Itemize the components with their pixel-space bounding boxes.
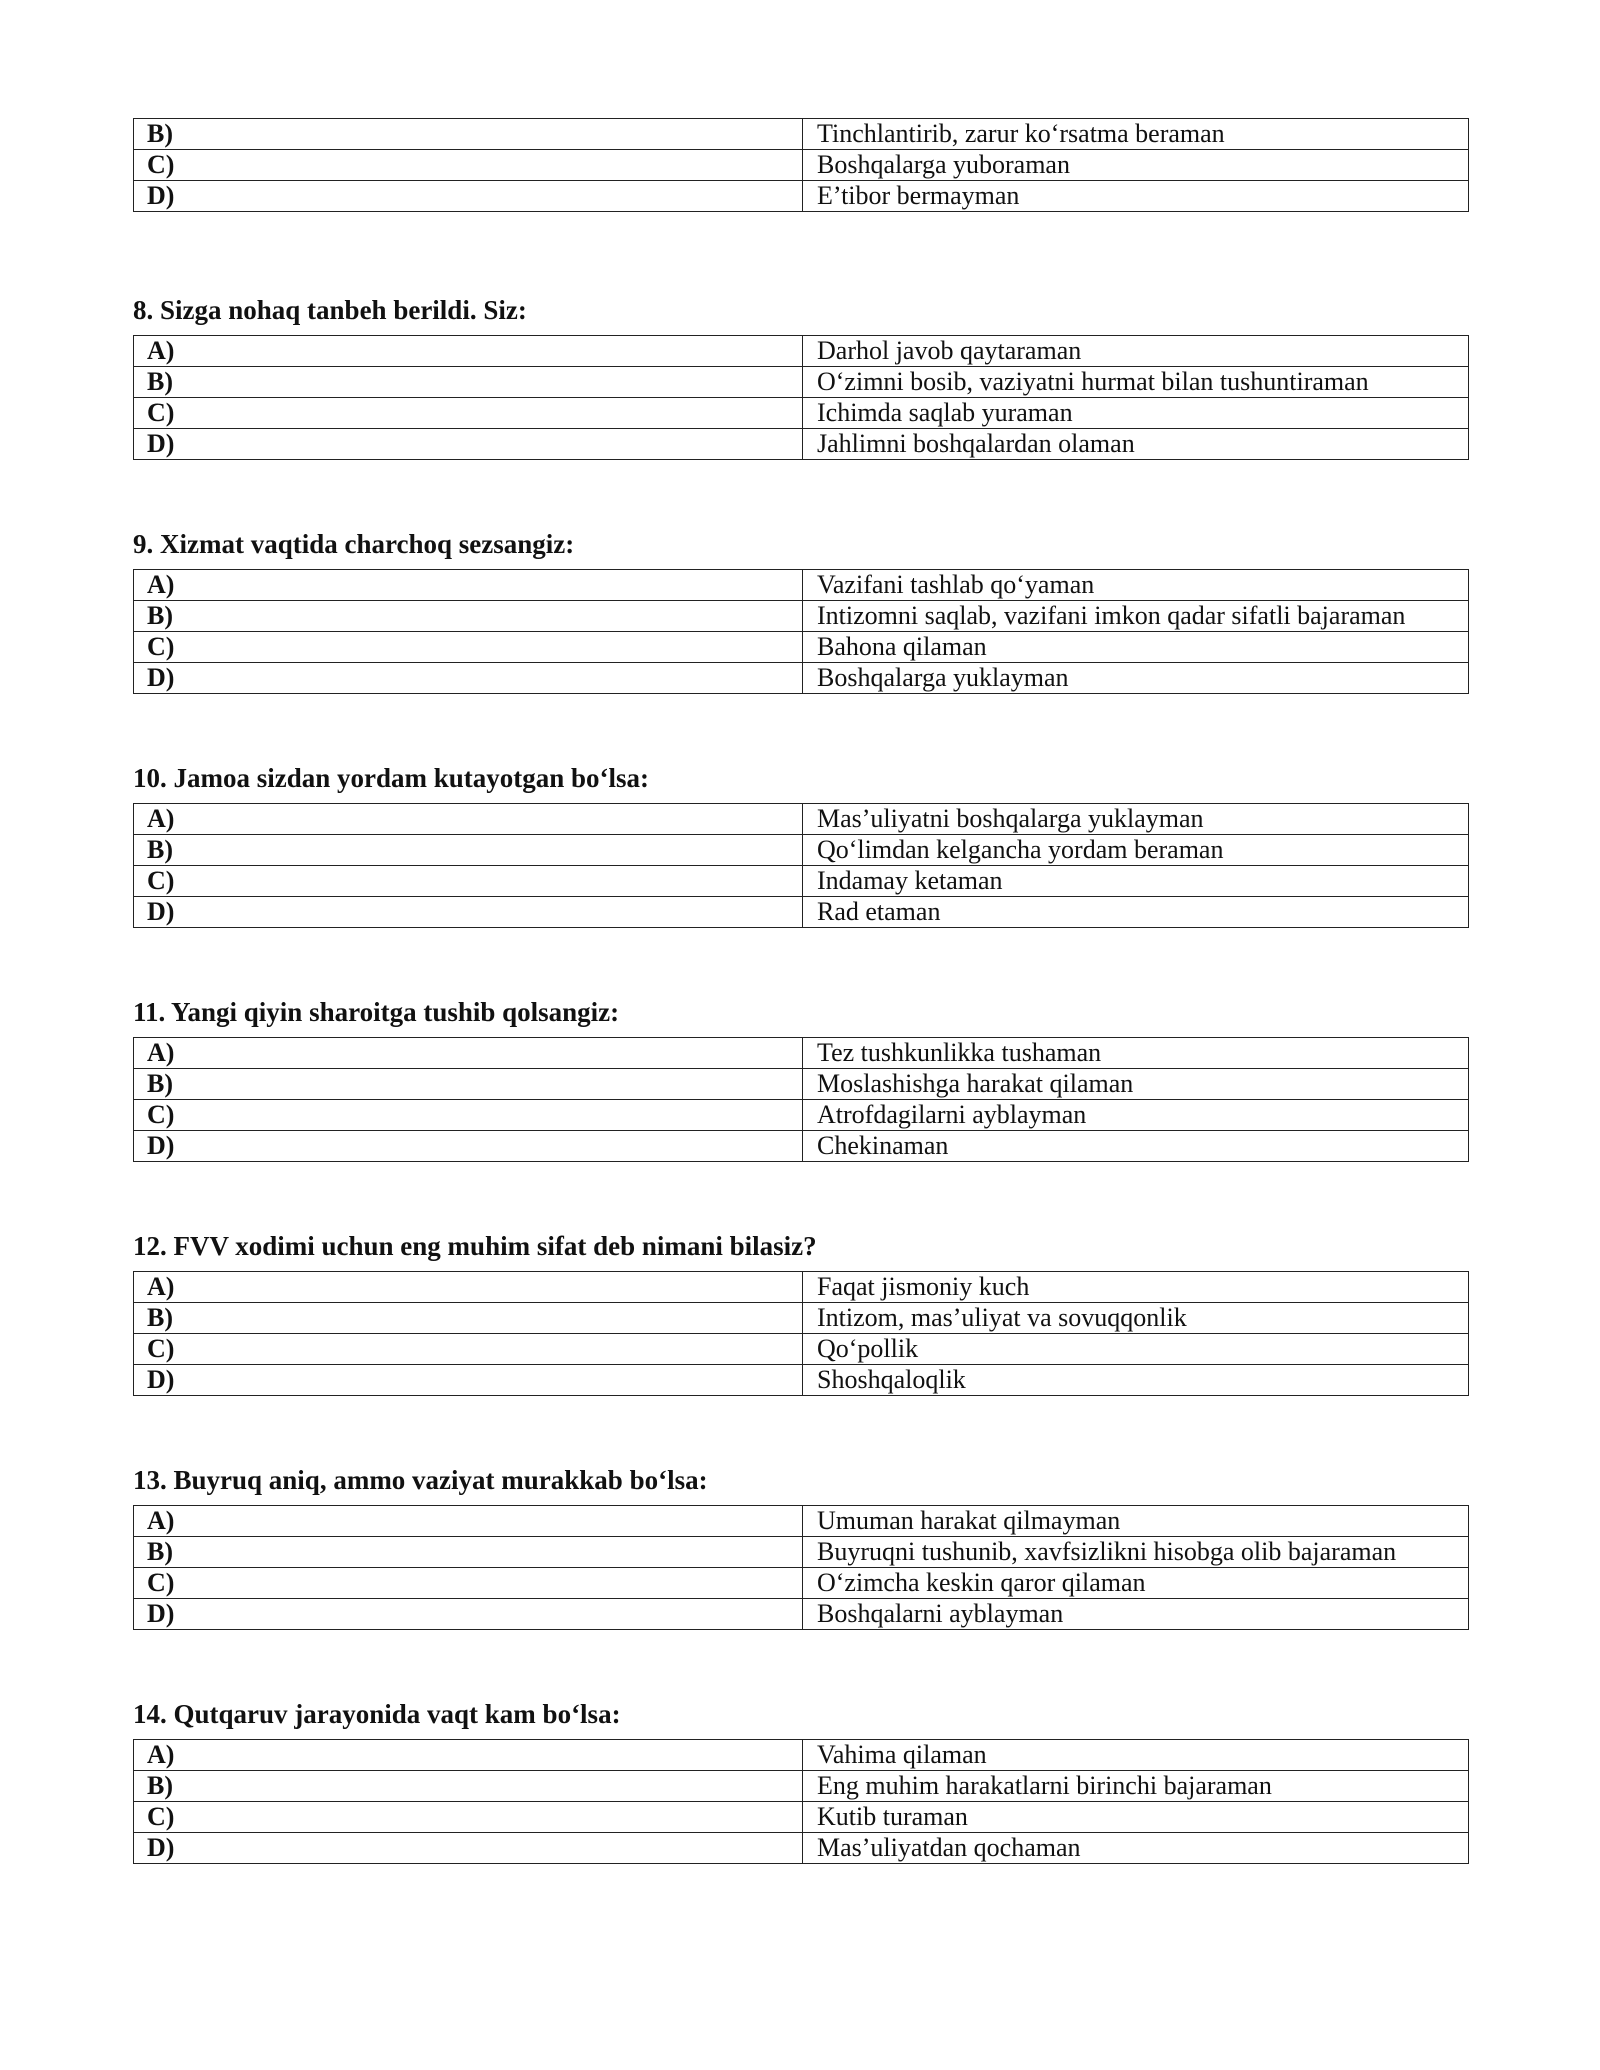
option-letter: B) bbox=[134, 1303, 803, 1334]
option-letter: C) bbox=[134, 632, 803, 663]
option-text: Indamay ketaman bbox=[803, 866, 1469, 897]
question-title: 10. Jamoa sizdan yordam kutayotgan bo‘lsa: bbox=[133, 763, 650, 793]
option-row bbox=[134, 632, 1469, 663]
option-row bbox=[134, 835, 1469, 866]
option-letter: C) bbox=[134, 1568, 803, 1599]
option-text: Faqat jismoniy kuch bbox=[803, 1272, 1469, 1303]
options-table bbox=[133, 118, 1469, 212]
option-row bbox=[134, 1334, 1469, 1365]
option-text: Shoshqaloqlik bbox=[803, 1365, 1469, 1396]
option-row bbox=[134, 866, 1469, 897]
option-row bbox=[134, 663, 1469, 694]
option-text: Darhol javob qaytaraman bbox=[803, 336, 1469, 367]
option-row bbox=[134, 429, 1469, 460]
option-row bbox=[134, 601, 1469, 632]
option-row bbox=[134, 1740, 1469, 1771]
option-text: Boshqalarni ayblayman bbox=[803, 1599, 1469, 1630]
question-title: 13. Buyruq aniq, ammo vaziyat murakkab bo‘lsa: bbox=[133, 1465, 708, 1495]
question-13 bbox=[133, 1464, 1469, 1630]
question-title: 8. Sizga nohaq tanbeh berildi. Siz: bbox=[133, 295, 527, 325]
question-title: 12. FVV xodimi uchun eng muhim sifat deb nimani bilasiz? bbox=[133, 1231, 817, 1261]
option-letter: A) bbox=[134, 570, 803, 601]
option-letter: A) bbox=[134, 336, 803, 367]
option-text: O‘zimni bosib, vaziyatni hurmat bilan tushuntiraman bbox=[803, 367, 1469, 398]
option-text: Mas’uliyatdan qochaman bbox=[803, 1833, 1469, 1864]
option-letter: B) bbox=[134, 367, 803, 398]
option-row bbox=[134, 398, 1469, 429]
option-row bbox=[134, 150, 1469, 181]
option-row bbox=[134, 1038, 1469, 1069]
option-text: E’tibor bermayman bbox=[803, 181, 1469, 212]
option-letter: C) bbox=[134, 1334, 803, 1365]
option-letter: C) bbox=[134, 150, 803, 181]
option-text: Intizom, mas’uliyat va sovuqqonlik bbox=[803, 1303, 1469, 1334]
option-letter: D) bbox=[134, 1833, 803, 1864]
question-title: 14. Qutqaruv jarayonida vaqt kam bo‘lsa: bbox=[133, 1699, 621, 1729]
option-text: Boshqalarga yuklayman bbox=[803, 663, 1469, 694]
option-letter: C) bbox=[134, 1802, 803, 1833]
option-row bbox=[134, 1365, 1469, 1396]
option-letter: A) bbox=[134, 1740, 803, 1771]
option-text: Buyruqni tushunib, xavfsizlikni hisobga olib bajaraman bbox=[803, 1537, 1469, 1568]
question-7-continuation bbox=[133, 118, 1469, 212]
option-letter: D) bbox=[134, 1131, 803, 1162]
option-row bbox=[134, 1568, 1469, 1599]
options-table bbox=[133, 1739, 1469, 1864]
options-table bbox=[133, 803, 1469, 928]
option-text: Kutib turaman bbox=[803, 1802, 1469, 1833]
option-row bbox=[134, 1303, 1469, 1334]
option-row bbox=[134, 1131, 1469, 1162]
options-table bbox=[133, 1505, 1469, 1630]
option-text: Qo‘pollik bbox=[803, 1334, 1469, 1365]
option-text: Bahona qilaman bbox=[803, 632, 1469, 663]
option-letter: B) bbox=[134, 601, 803, 632]
option-letter: D) bbox=[134, 663, 803, 694]
option-row bbox=[134, 570, 1469, 601]
option-letter: A) bbox=[134, 1272, 803, 1303]
option-letter: D) bbox=[134, 1599, 803, 1630]
option-text: Atrofdagilarni ayblayman bbox=[803, 1100, 1469, 1131]
option-row bbox=[134, 804, 1469, 835]
option-text: Moslashishga harakat qilaman bbox=[803, 1069, 1469, 1100]
option-text: Qo‘limdan kelgancha yordam beraman bbox=[803, 835, 1469, 866]
option-letter: D) bbox=[134, 897, 803, 928]
option-row bbox=[134, 181, 1469, 212]
option-letter: B) bbox=[134, 1771, 803, 1802]
option-text: O‘zimcha keskin qaror qilaman bbox=[803, 1568, 1469, 1599]
option-letter: B) bbox=[134, 1069, 803, 1100]
question-10 bbox=[133, 762, 1469, 928]
question-14 bbox=[133, 1698, 1469, 1864]
option-letter: D) bbox=[134, 1365, 803, 1396]
option-text: Vazifani tashlab qo‘yaman bbox=[803, 570, 1469, 601]
option-row bbox=[134, 1272, 1469, 1303]
question-12 bbox=[133, 1230, 1469, 1396]
option-text: Boshqalarga yuboraman bbox=[803, 150, 1469, 181]
option-letter: D) bbox=[134, 429, 803, 460]
option-text: Eng muhim harakatlarni birinchi bajaraman bbox=[803, 1771, 1469, 1802]
option-letter: A) bbox=[134, 1038, 803, 1069]
option-row bbox=[134, 119, 1469, 150]
option-text: Ichimda saqlab yuraman bbox=[803, 398, 1469, 429]
option-row bbox=[134, 1802, 1469, 1833]
option-letter: B) bbox=[134, 835, 803, 866]
question-title: 9. Xizmat vaqtida charchoq sezsangiz: bbox=[133, 529, 575, 559]
question-11 bbox=[133, 996, 1469, 1162]
option-row bbox=[134, 1599, 1469, 1630]
options-table bbox=[133, 1271, 1469, 1396]
options-table bbox=[133, 335, 1469, 460]
options-table bbox=[133, 569, 1469, 694]
option-row bbox=[134, 1833, 1469, 1864]
option-text: Tez tushkunlikka tushaman bbox=[803, 1038, 1469, 1069]
question-9 bbox=[133, 528, 1469, 694]
option-row bbox=[134, 897, 1469, 928]
question-8 bbox=[133, 294, 1469, 460]
option-letter: A) bbox=[134, 1506, 803, 1537]
option-row bbox=[134, 1100, 1469, 1131]
option-row bbox=[134, 1771, 1469, 1802]
option-text: Intizomni saqlab, vazifani imkon qadar sifatli bajaraman bbox=[803, 601, 1469, 632]
option-letter: C) bbox=[134, 1100, 803, 1131]
option-text: Umuman harakat qilmayman bbox=[803, 1506, 1469, 1537]
option-text: Chekinaman bbox=[803, 1131, 1469, 1162]
option-row bbox=[134, 1069, 1469, 1100]
option-letter: B) bbox=[134, 1537, 803, 1568]
option-letter: D) bbox=[134, 181, 803, 212]
option-text: Mas’uliyatni boshqalarga yuklayman bbox=[803, 804, 1469, 835]
option-letter: B) bbox=[134, 119, 803, 150]
option-row bbox=[134, 1506, 1469, 1537]
option-letter: C) bbox=[134, 398, 803, 429]
option-row bbox=[134, 367, 1469, 398]
option-row bbox=[134, 336, 1469, 367]
option-letter: C) bbox=[134, 866, 803, 897]
document-page bbox=[133, 118, 1469, 1864]
option-row bbox=[134, 1537, 1469, 1568]
option-letter: A) bbox=[134, 804, 803, 835]
option-text: Rad etaman bbox=[803, 897, 1469, 928]
option-text: Tinchlantirib, zarur ko‘rsatma beraman bbox=[803, 119, 1469, 150]
options-table bbox=[133, 1037, 1469, 1162]
option-text: Jahlimni boshqalardan olaman bbox=[803, 429, 1469, 460]
question-title: 11. Yangi qiyin sharoitga tushib qolsangiz: bbox=[133, 997, 620, 1027]
option-text: Vahima qilaman bbox=[803, 1740, 1469, 1771]
